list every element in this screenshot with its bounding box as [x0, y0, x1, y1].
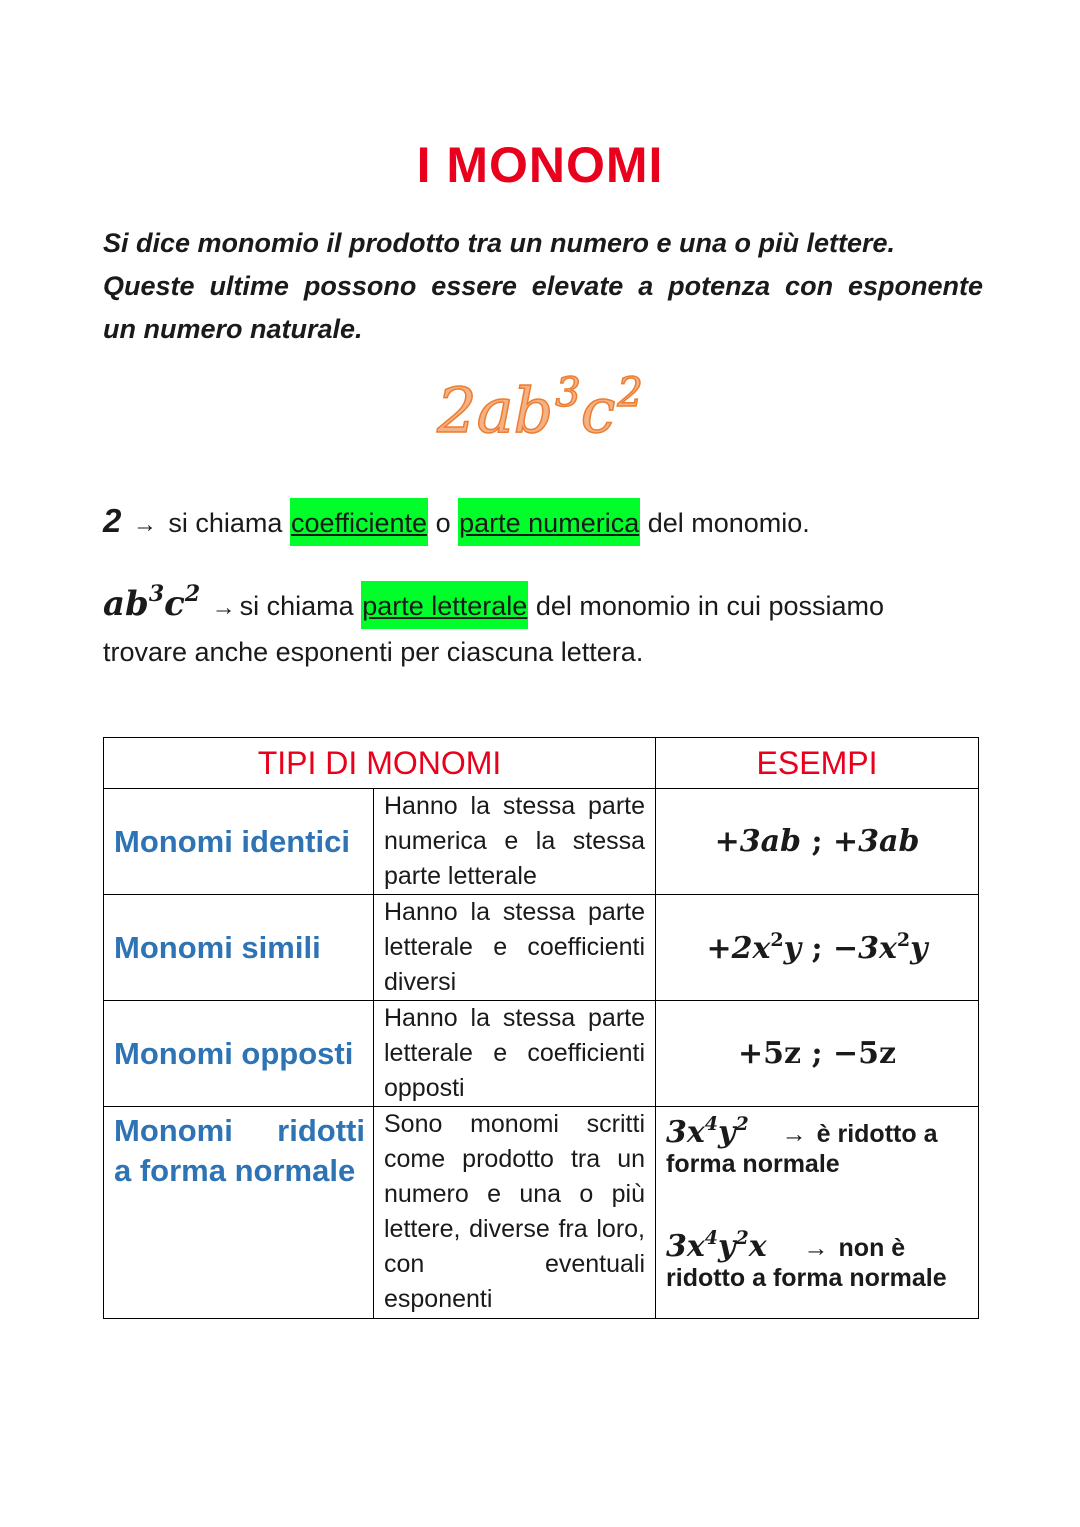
example-not-reduced: $3x^4y^2x$ → non è ridotto a forma normale [666, 1227, 947, 1292]
arrow-icon: → [211, 594, 236, 621]
highlight-parte-letterale: parte letterale [361, 581, 528, 629]
literal-text-line2: trovare anche esponenti per ciascuna lettera. [103, 637, 644, 667]
type-name: Monomi opposti [104, 1001, 374, 1107]
arrow-icon: → [132, 511, 157, 538]
literal-text-after: del monomio in cui possiamo [535, 591, 885, 621]
type-description: Hanno la stessa parte letterale e coefficienti opposti [374, 1001, 656, 1107]
coefficient-connector: o [435, 508, 451, 538]
type-name: Monomi simili [104, 895, 374, 1001]
definition-coefficient [103, 498, 983, 547]
table-row [104, 1107, 979, 1319]
example-monomial [0, 370, 1080, 447]
table-row [104, 1001, 979, 1107]
type-description: Sono monomi scritti come prodotto tra un numero e una o più lettere, diverse fra loro, con eventuali esponenti [374, 1107, 656, 1319]
arrow-icon: → [781, 1120, 807, 1148]
type-name: Monomi ridotti a forma normale [104, 1107, 374, 1319]
intro-paragraph [103, 222, 983, 351]
literal-term: $ab^3c^2$ [103, 581, 201, 624]
coefficient-term: 2 [103, 502, 122, 539]
type-example [656, 1107, 979, 1319]
header-examples: ESEMPI [656, 738, 979, 789]
example-monomial-var2: c [580, 374, 616, 447]
type-name: Monomi identici [104, 789, 374, 895]
highlight-parte-numerica: parte numerica [458, 498, 640, 546]
type-example: $+2x^2y$ ; $-3x^2y$ [656, 895, 979, 1001]
header-types: TIPI DI MONOMI [104, 738, 656, 789]
table-row [104, 895, 979, 1001]
example-monomial-base: 2ab [437, 374, 554, 447]
literal-text-before: si chiama [239, 591, 354, 621]
type-description: Hanno la stessa parte letterale e coefficienti diversi [374, 895, 656, 1001]
example-monomial-exp1: 3 [555, 370, 581, 416]
arrow-icon: → [803, 1234, 829, 1262]
type-example: +5z ; −5z [656, 1001, 979, 1107]
definition-literal [103, 572, 983, 675]
table-header-row [104, 738, 979, 789]
page-title: I MONOMI [416, 137, 664, 193]
type-example: +3ab ; +3ab [656, 789, 979, 895]
intro-line-1: Si dice monomio il prodotto tra un numero e una o più lettere. [103, 228, 896, 258]
monomial-types-table [103, 737, 979, 1319]
example-reduced: $3x^4y^2$ → è ridotto a forma normale [666, 1113, 938, 1178]
type-description: Hanno la stessa parte numerica e la stessa parte letterale [374, 789, 656, 895]
coefficient-text-after: del monomio. [647, 508, 810, 538]
highlight-coefficiente: coefficiente [290, 498, 428, 546]
table-row [104, 789, 979, 895]
coefficient-text-before: si chiama [168, 508, 283, 538]
intro-line-2: Queste ultime possono essere elevate a potenza con esponente [103, 271, 983, 301]
intro-line-3: un numero naturale. [103, 314, 363, 344]
example-monomial-exp2: 2 [617, 370, 643, 416]
